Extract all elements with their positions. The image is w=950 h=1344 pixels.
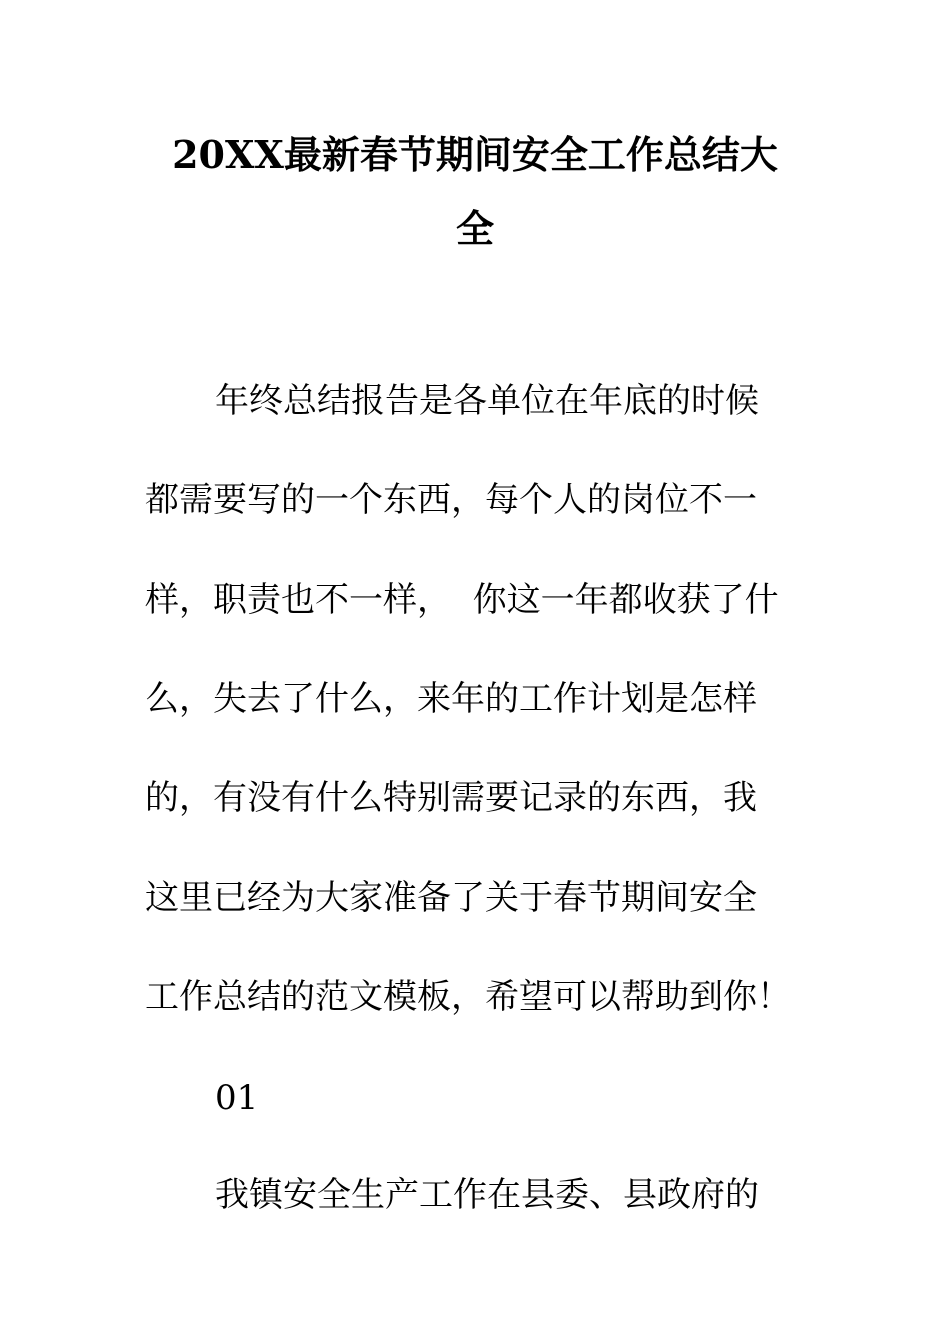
section-number: 01 [215,1078,259,1118]
paragraph-line-3: 样，职责也不一样， 你这一年都收获了什 [145,580,779,620]
paragraph-line-5: 的，有没有什么特别需要记录的东西，我 [145,778,757,818]
paragraph-line-1: 年终总结报告是各单位在年底的时候 [215,381,759,421]
paragraph-line-7: 工作总结的范文模板，希望可以帮助到你！ [145,977,791,1017]
paragraph-line-4: 么，失去了什么，来年的工作计划是怎样 [145,679,757,719]
document-title-line-2: 全 [455,206,494,251]
paragraph-line-8: 我镇安全生产工作在县委、县政府的 [215,1175,759,1215]
document-title-line-1: 20XX最新春节期间安全工作总结大 [172,132,778,177]
paragraph-line-6: 这里已经为大家准备了关于春节期间安全 [145,878,757,918]
paragraph-line-2: 都需要写的一个东西，每个人的岗位不一 [145,480,757,520]
